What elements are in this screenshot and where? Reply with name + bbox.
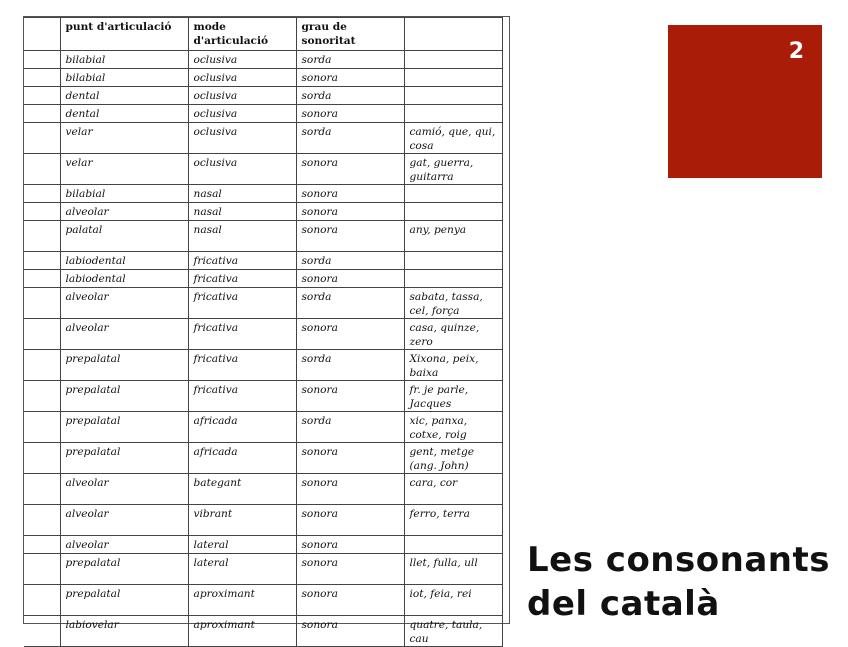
cell-place: dental bbox=[60, 105, 188, 123]
table-row bbox=[24, 221, 502, 252]
table-row bbox=[24, 252, 502, 270]
cell-voicing: sonora bbox=[296, 105, 404, 123]
cell-examples: cara, cor bbox=[404, 474, 502, 505]
row-gutter bbox=[24, 443, 60, 474]
cell-place: alveolar bbox=[60, 474, 188, 505]
cell-place: labiodental bbox=[60, 252, 188, 270]
cell-examples: fr. je parle, Jacques bbox=[404, 381, 502, 412]
table-row bbox=[24, 69, 502, 87]
cell-voicing: sorda bbox=[296, 288, 404, 319]
cell-voicing: sorda bbox=[296, 350, 404, 381]
cell-manner: fricativa bbox=[188, 350, 296, 381]
cell-examples: casa, quinze, zero bbox=[404, 319, 502, 350]
cell-place: prepalatal bbox=[60, 443, 188, 474]
cell-voicing: sonora bbox=[296, 616, 404, 647]
row-gutter bbox=[24, 123, 60, 154]
row-gutter bbox=[24, 51, 60, 69]
row-gutter bbox=[24, 105, 60, 123]
cell-place: prepalatal bbox=[60, 412, 188, 443]
table-row bbox=[24, 105, 502, 123]
cell-examples: sabata, tassa, cel, força bbox=[404, 288, 502, 319]
cell-examples bbox=[404, 87, 502, 105]
cell-voicing: sonora bbox=[296, 203, 404, 221]
cell-manner: lateral bbox=[188, 554, 296, 585]
cell-voicing: sonora bbox=[296, 554, 404, 585]
slide-title-line-1: Les consonants bbox=[527, 540, 830, 580]
cell-place: labiodental bbox=[60, 270, 188, 288]
table-row bbox=[24, 536, 502, 554]
cell-examples: llet, fulla, ull bbox=[404, 554, 502, 585]
cell-place: bilabial bbox=[60, 69, 188, 87]
table-row bbox=[24, 288, 502, 319]
cell-examples bbox=[404, 252, 502, 270]
table-row bbox=[24, 51, 502, 69]
cell-manner: nasal bbox=[188, 185, 296, 203]
cell-examples: Xixona, peix, baixa bbox=[404, 350, 502, 381]
table-row bbox=[24, 123, 502, 154]
cell-manner: fricativa bbox=[188, 270, 296, 288]
header-manner: mode d'articulació bbox=[188, 18, 296, 51]
cell-examples: ferro, terra bbox=[404, 505, 502, 536]
table-row bbox=[24, 203, 502, 221]
cell-place: alveolar bbox=[60, 536, 188, 554]
cell-place: alveolar bbox=[60, 319, 188, 350]
cell-voicing: sonora bbox=[296, 69, 404, 87]
row-gutter bbox=[24, 554, 60, 585]
cell-place: labiovelar bbox=[60, 616, 188, 647]
table-row bbox=[24, 474, 502, 505]
cell-voicing: sonora bbox=[296, 185, 404, 203]
cell-place: alveolar bbox=[60, 288, 188, 319]
cell-manner: africada bbox=[188, 443, 296, 474]
cell-place: alveolar bbox=[60, 505, 188, 536]
row-gutter bbox=[24, 381, 60, 412]
row-gutter bbox=[24, 270, 60, 288]
cell-voicing: sorda bbox=[296, 252, 404, 270]
cell-place: bilabial bbox=[60, 51, 188, 69]
cell-voicing: sorda bbox=[296, 87, 404, 105]
row-gutter bbox=[24, 203, 60, 221]
table-row bbox=[24, 505, 502, 536]
cell-manner: oclusiva bbox=[188, 51, 296, 69]
table-row bbox=[24, 319, 502, 350]
header-voicing: grau de sonoritat bbox=[296, 18, 404, 51]
cell-manner: aproximant bbox=[188, 585, 296, 616]
cell-examples bbox=[404, 536, 502, 554]
cell-manner: lateral bbox=[188, 536, 296, 554]
cell-voicing: sonora bbox=[296, 319, 404, 350]
header-place: punt d'articulació bbox=[60, 18, 188, 51]
cell-examples bbox=[404, 203, 502, 221]
table-header-row bbox=[24, 18, 502, 51]
row-gutter bbox=[24, 536, 60, 554]
cell-examples bbox=[404, 69, 502, 87]
header-examples bbox=[404, 18, 502, 51]
cell-place: dental bbox=[60, 87, 188, 105]
cell-examples: quatre, taula, cau bbox=[404, 616, 502, 647]
row-gutter bbox=[24, 616, 60, 647]
cell-voicing: sonora bbox=[296, 443, 404, 474]
cell-place: prepalatal bbox=[60, 350, 188, 381]
cell-manner: nasal bbox=[188, 221, 296, 252]
cell-manner: oclusiva bbox=[188, 87, 296, 105]
row-gutter bbox=[24, 412, 60, 443]
table-row bbox=[24, 154, 502, 185]
table-row bbox=[24, 443, 502, 474]
cell-manner: oclusiva bbox=[188, 105, 296, 123]
cell-manner: vibrant bbox=[188, 505, 296, 536]
cell-voicing: sonora bbox=[296, 270, 404, 288]
cell-examples bbox=[404, 270, 502, 288]
cell-manner: fricativa bbox=[188, 252, 296, 270]
cell-place: palatal bbox=[60, 221, 188, 252]
cell-place: prepalatal bbox=[60, 554, 188, 585]
cell-examples: xic, panxa, cotxe, roig bbox=[404, 412, 502, 443]
cell-place: velar bbox=[60, 123, 188, 154]
cell-voicing: sonora bbox=[296, 221, 404, 252]
cell-manner: fricativa bbox=[188, 381, 296, 412]
row-gutter bbox=[24, 288, 60, 319]
slide-title-line-2: del català bbox=[527, 584, 720, 624]
cell-examples: iot, feia, rei bbox=[404, 585, 502, 616]
row-gutter bbox=[24, 474, 60, 505]
row-gutter bbox=[24, 69, 60, 87]
row-gutter bbox=[24, 505, 60, 536]
cell-examples bbox=[404, 51, 502, 69]
cell-examples bbox=[404, 185, 502, 203]
row-gutter bbox=[24, 221, 60, 252]
table-row bbox=[24, 412, 502, 443]
cell-voicing: sonora bbox=[296, 474, 404, 505]
cell-manner: africada bbox=[188, 412, 296, 443]
cell-voicing: sonora bbox=[296, 505, 404, 536]
cell-examples: gat, guerra, guitarra bbox=[404, 154, 502, 185]
row-gutter bbox=[24, 350, 60, 381]
cell-manner: fricativa bbox=[188, 319, 296, 350]
table-row bbox=[24, 270, 502, 288]
cell-place: prepalatal bbox=[60, 585, 188, 616]
cell-manner: aproximant bbox=[188, 616, 296, 647]
row-gutter bbox=[24, 252, 60, 270]
cell-voicing: sonora bbox=[296, 585, 404, 616]
table-row bbox=[24, 554, 502, 585]
table-row bbox=[24, 381, 502, 412]
table-row bbox=[24, 585, 502, 616]
cell-place: alveolar bbox=[60, 203, 188, 221]
cell-examples: any, penya bbox=[404, 221, 502, 252]
cell-manner: oclusiva bbox=[188, 154, 296, 185]
slide-title bbox=[527, 538, 830, 626]
cell-examples: camió, que, qui, cosa bbox=[404, 123, 502, 154]
cell-manner: nasal bbox=[188, 203, 296, 221]
row-gutter bbox=[24, 87, 60, 105]
slide-number-badge bbox=[668, 25, 822, 178]
row-gutter bbox=[24, 319, 60, 350]
cell-voicing: sonora bbox=[296, 381, 404, 412]
cell-manner: oclusiva bbox=[188, 123, 296, 154]
cell-voicing: sonora bbox=[296, 154, 404, 185]
cell-voicing: sorda bbox=[296, 123, 404, 154]
cell-manner: fricativa bbox=[188, 288, 296, 319]
row-gutter bbox=[24, 585, 60, 616]
cell-manner: oclusiva bbox=[188, 69, 296, 87]
cell-voicing: sorda bbox=[296, 412, 404, 443]
cell-examples: gent, metge (ang. John) bbox=[404, 443, 502, 474]
cell-manner: bategant bbox=[188, 474, 296, 505]
table-row bbox=[24, 87, 502, 105]
cell-voicing: sorda bbox=[296, 51, 404, 69]
cell-place: bilabial bbox=[60, 185, 188, 203]
header-gutter bbox=[24, 18, 60, 51]
table-row bbox=[24, 616, 502, 647]
slide-number: 2 bbox=[788, 39, 804, 64]
row-gutter bbox=[24, 185, 60, 203]
cell-voicing: sonora bbox=[296, 536, 404, 554]
table-row bbox=[24, 350, 502, 381]
row-gutter bbox=[24, 154, 60, 185]
cell-examples bbox=[404, 105, 502, 123]
cell-place: velar bbox=[60, 154, 188, 185]
cell-place: prepalatal bbox=[60, 381, 188, 412]
table-row bbox=[24, 185, 502, 203]
consonants-table bbox=[24, 17, 503, 647]
